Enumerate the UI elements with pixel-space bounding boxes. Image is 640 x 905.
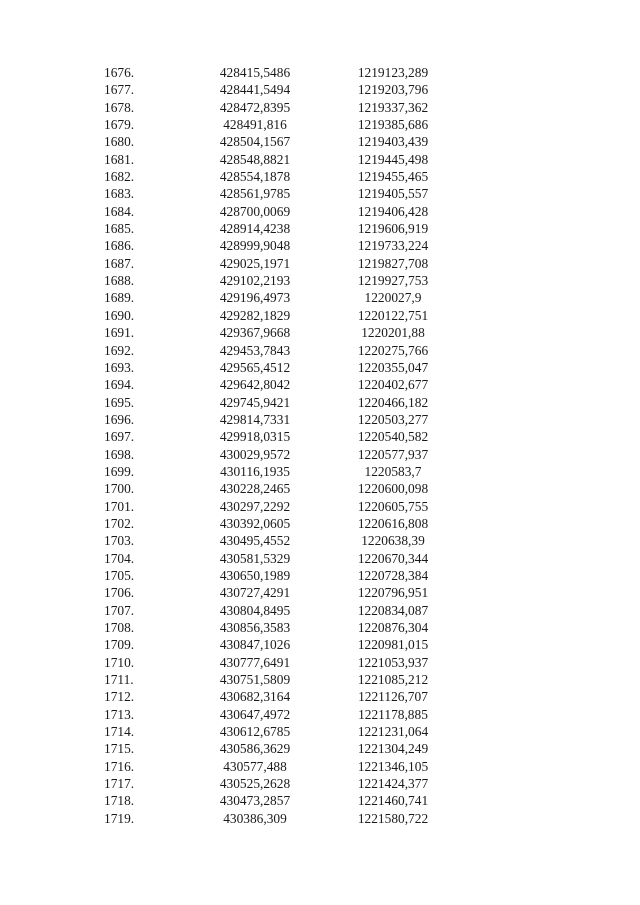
table-row [0,515,640,532]
y-coordinate-cell: 1219123,289 [357,65,429,80]
table-row [0,654,640,671]
row-number-cell: 1700. [104,481,135,497]
y-coordinate-cell: 1220503,277 [357,411,429,427]
x-coordinate-cell: 430581,5329 [219,550,291,566]
x-coordinate-cell: 428914,4238 [219,221,291,237]
x-coordinate-cell: 430650,1989 [219,567,291,583]
y-coordinate-cell: 1220834,087 [357,602,429,618]
x-coordinate-cell: 430856,3583 [219,620,291,635]
row-number-cell: 1696. [104,411,135,427]
y-coordinate-cell: 1220876,304 [357,620,429,635]
table-row [0,64,640,81]
row-number-cell: 1693. [104,359,135,375]
row-number-cell: 1698. [104,446,135,462]
x-coordinate-cell: 428999,9048 [219,238,291,254]
row-number-cell: 1705. [104,567,135,583]
y-coordinate-cell: 1221304,249 [357,741,429,757]
x-coordinate-cell: 430297,2292 [219,498,291,514]
table-row [0,220,640,237]
y-coordinate-cell: 1220577,937 [357,446,429,462]
table-row [0,289,640,306]
x-coordinate-cell: 430682,3164 [219,689,291,705]
y-coordinate-cell: 1220027,9 [364,290,422,306]
row-number-cell: 1697. [104,429,135,445]
y-coordinate-cell: 1220275,766 [357,342,429,358]
y-coordinate-cell: 1219406,428 [357,203,429,219]
row-number-cell: 1716. [104,758,135,774]
row-number-cell: 1717. [104,776,135,792]
row-number-cell: 1699. [104,463,135,479]
table-row [0,463,640,480]
table-row [0,775,640,792]
table-row [0,584,640,601]
row-number-cell: 1713. [104,706,135,722]
row-number-cell: 1680. [104,134,135,150]
x-coordinate-cell: 430751,5809 [219,672,291,688]
row-number-cell: 1681. [104,151,135,167]
y-coordinate-cell: 1221085,212 [357,672,429,688]
table-row [0,359,640,376]
row-number-cell: 1702. [104,515,135,531]
row-number-cell: 1694. [104,377,135,393]
row-number-cell: 1709. [104,637,135,653]
table-row [0,203,640,220]
row-number-cell: 1710. [104,654,135,670]
y-coordinate-cell: 1219606,919 [357,221,429,237]
row-number-cell: 1695. [104,394,135,410]
x-coordinate-cell: 428561,9785 [219,186,291,202]
y-coordinate-cell: 1221580,722 [357,810,429,826]
y-coordinate-cell: 1220796,951 [357,585,429,601]
x-coordinate-cell: 429102,2193 [219,273,291,289]
table-row [0,498,640,515]
x-coordinate-cell: 430473,2857 [219,793,291,809]
y-coordinate-cell: 1221346,105 [357,758,429,774]
x-coordinate-cell: 428441,5494 [219,82,291,98]
table-row [0,411,640,428]
table-row [0,237,640,254]
y-coordinate-cell: 1220981,015 [357,637,429,653]
row-number-cell: 1719. [104,810,135,826]
y-coordinate-cell: 1221460,741 [357,793,429,809]
x-coordinate-cell: 430525,2628 [219,776,291,792]
table-row [0,480,640,497]
y-coordinate-cell: 1220466,182 [357,394,429,410]
table-row [0,567,640,584]
y-coordinate-cell: 1219337,362 [357,99,429,115]
row-number-cell: 1678. [104,99,135,115]
y-coordinate-cell: 1219405,557 [357,186,429,202]
row-number-cell: 1718. [104,793,135,809]
y-coordinate-cell: 1221424,377 [357,776,429,792]
row-number-cell: 1692. [104,342,135,358]
y-coordinate-cell: 1221231,064 [357,724,429,740]
table-row [0,758,640,775]
row-number-cell: 1706. [104,585,135,601]
row-number-cell: 1712. [104,689,135,705]
x-coordinate-cell: 429282,1829 [219,307,291,323]
y-coordinate-cell: 1219403,439 [357,134,429,150]
x-coordinate-cell: 430116,1935 [220,463,290,479]
y-coordinate-cell: 1219733,224 [357,238,429,254]
row-number-cell: 1701. [104,498,135,514]
y-coordinate-cell: 1219203,796 [357,82,429,98]
x-coordinate-cell: 430647,4972 [219,706,291,722]
y-coordinate-cell: 1220600,098 [357,481,429,497]
x-coordinate-cell: 428548,8821 [219,151,291,167]
table-row [0,428,640,445]
x-coordinate-cell: 429453,7843 [219,342,291,358]
x-coordinate-cell: 429025,1971 [219,255,291,271]
x-coordinate-cell: 430804,8495 [219,602,291,618]
y-coordinate-cell: 1221053,937 [357,654,429,670]
y-coordinate-cell: 1219927,753 [357,273,429,289]
row-number-cell: 1689. [104,290,135,306]
x-coordinate-cell: 428491,816 [223,117,287,133]
x-coordinate-cell: 430847,1026 [219,637,291,653]
y-coordinate-cell: 1219455,465 [357,169,429,185]
row-number-cell: 1687. [104,255,135,271]
y-coordinate-cell: 1220201,88 [361,325,425,341]
x-coordinate-cell: 428700,0069 [219,203,291,219]
x-coordinate-cell: 430586,3629 [219,741,291,757]
y-coordinate-cell: 1220605,755 [357,498,429,514]
y-coordinate-cell: 1221178,885 [358,706,428,722]
row-number-cell: 1691. [104,325,135,341]
table-row [0,810,640,827]
x-coordinate-cell: 430495,4552 [219,533,291,549]
x-coordinate-cell: 429367,9668 [219,325,291,341]
table-row [0,550,640,567]
y-coordinate-cell: 1220638,39 [361,533,425,549]
table-row [0,133,640,150]
x-coordinate-cell: 428472,8395 [219,99,291,115]
row-number-cell: 1686. [104,238,135,254]
x-coordinate-cell: 430577,488 [223,758,287,774]
y-coordinate-cell: 1220402,677 [357,377,429,393]
row-number-cell: 1688. [104,273,135,289]
table-row [0,706,640,723]
y-coordinate-cell: 1220355,047 [357,359,429,375]
table-row [0,723,640,740]
table-row [0,446,640,463]
table-row [0,168,640,185]
table-row [0,324,640,341]
row-number-cell: 1715. [104,741,135,757]
row-number-cell: 1704. [104,550,135,566]
table-row [0,99,640,116]
table-row [0,81,640,98]
table-row [0,307,640,324]
y-coordinate-cell: 1220616,808 [357,515,429,531]
table-row [0,376,640,393]
y-coordinate-cell: 1219827,708 [357,255,429,271]
x-coordinate-cell: 428415,5486 [219,65,291,80]
row-number-cell: 1707. [104,602,135,618]
table-row [0,636,640,653]
row-number-cell: 1677. [104,82,135,98]
x-coordinate-cell: 430612,6785 [219,724,291,740]
table-row [0,255,640,272]
row-number-cell: 1714. [104,724,135,740]
row-number-cell: 1703. [104,533,135,549]
row-number-cell: 1685. [104,221,135,237]
row-number-cell: 1711. [104,672,134,688]
y-coordinate-cell: 1220728,384 [357,567,429,583]
y-coordinate-cell: 1220540,582 [357,429,429,445]
y-coordinate-cell: 1220583,7 [364,463,422,479]
x-coordinate-cell: 430386,309 [223,810,287,826]
table-row [0,740,640,757]
x-coordinate-cell: 430029,9572 [219,446,291,462]
y-coordinate-cell: 1220122,751 [357,307,429,323]
x-coordinate-cell: 429745,9421 [219,394,291,410]
table-row [0,602,640,619]
table-row [0,792,640,809]
table-row [0,272,640,289]
y-coordinate-cell: 1220670,344 [357,550,429,566]
table-row [0,532,640,549]
x-coordinate-cell: 430392,0605 [219,515,291,531]
x-coordinate-cell: 428554,1878 [219,169,291,185]
table-row [0,151,640,168]
table-row [0,116,640,133]
y-coordinate-cell: 1221126,707 [358,689,428,705]
row-number-cell: 1690. [104,307,135,323]
x-coordinate-cell: 430727,4291 [219,585,291,601]
table-row [0,394,640,411]
x-coordinate-cell: 428504,1567 [219,134,291,150]
table-row [0,185,640,202]
row-number-cell: 1708. [104,620,135,635]
y-coordinate-cell: 1219445,498 [357,151,429,167]
row-number-cell: 1683. [104,186,135,202]
x-coordinate-cell: 429918,0315 [219,429,291,445]
table-row [0,342,640,359]
x-coordinate-cell: 430777,6491 [219,654,291,670]
x-coordinate-cell: 429196,4973 [219,290,291,306]
x-coordinate-cell: 429642,8042 [219,377,291,393]
table-row [0,619,640,636]
x-coordinate-cell: 430228,2465 [219,481,291,497]
row-number-cell: 1682. [104,169,135,185]
row-number-cell: 1684. [104,203,135,219]
y-coordinate-cell: 1219385,686 [357,117,429,133]
coordinate-table [0,64,640,827]
row-number-cell: 1679. [104,117,135,133]
x-coordinate-cell: 429565,4512 [219,359,291,375]
x-coordinate-cell: 429814,7331 [219,411,291,427]
row-number-cell: 1676. [104,65,135,80]
table-row [0,688,640,705]
table-row [0,671,640,688]
